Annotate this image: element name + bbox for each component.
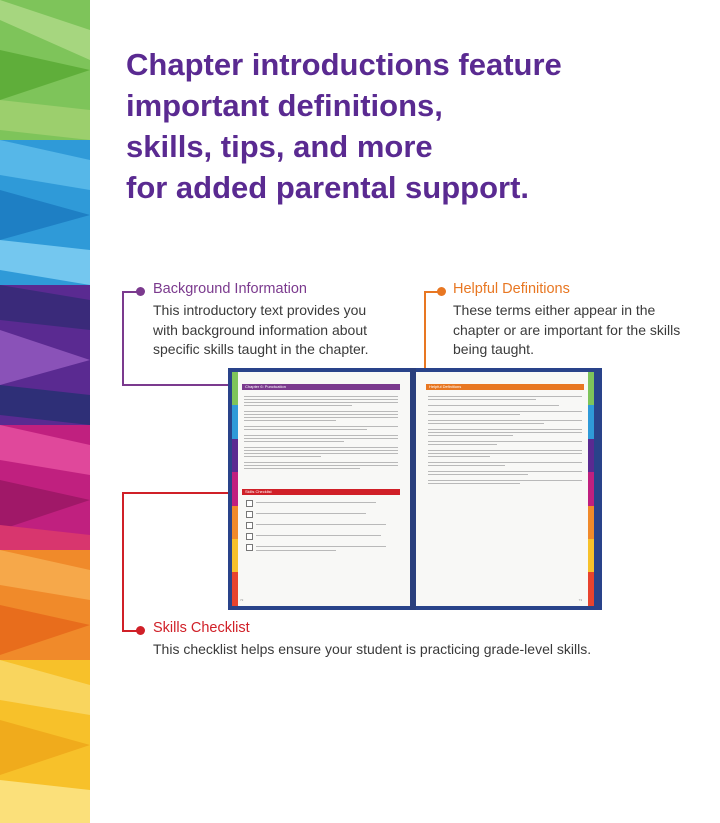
left-page-number: 72 [240, 598, 244, 602]
left-page-text-block-1 [244, 396, 398, 471]
right-page-number: 73 [578, 598, 582, 602]
definitions-line-2: chapter or are important for the skills [453, 321, 681, 338]
workbook-right-page [416, 372, 594, 606]
checklist-heading: Skills Checklist [245, 489, 272, 494]
background-info-line-3: specific skills taught in the chapter. [153, 341, 369, 357]
rainbow-stripe-decoration [0, 0, 90, 823]
left-page-heading: Chapter 6: Punctuation [245, 384, 286, 389]
definitions-title: Helpful Definitions [453, 281, 570, 297]
left-page-color-tabs [232, 372, 238, 606]
page-headline [126, 44, 562, 208]
right-page-definitions-block [428, 396, 582, 486]
definitions-line-1: These terms either appear in the [453, 302, 656, 318]
checklist-checkbox [246, 511, 253, 518]
background-info-title: Background Information [153, 281, 307, 297]
background-connector-to-book [122, 384, 238, 386]
headline-line-1: Chapter introductions feature [126, 47, 562, 82]
checklist-bullet-dot [136, 626, 145, 635]
checklist-text [153, 640, 591, 660]
headline-line-2: important definitions, [126, 88, 443, 123]
rainbow-stripe-graphic [0, 0, 90, 823]
left-page-heading-bar [242, 384, 400, 390]
definitions-line-3: being taught. [453, 341, 534, 357]
background-info-line-1: This introductory text provides you [153, 302, 367, 318]
checklist-checkbox [246, 500, 253, 507]
checklist-heading-bar [242, 489, 400, 495]
definitions-text [453, 301, 680, 360]
checklist-checkbox [246, 522, 253, 529]
definitions-connector-horizontal [424, 291, 438, 293]
headline-line-4: for added parental support. [126, 170, 530, 205]
checklist-line-1: This checklist helps ensure your student is practicing grade-level skills. [153, 641, 592, 657]
right-page-heading-bar [426, 384, 584, 390]
checklist-connector-vertical [122, 492, 124, 631]
background-connector-vertical [122, 291, 124, 385]
checklist-connector-top [122, 492, 238, 494]
headline-line-3: skills, tips, and more [126, 129, 433, 164]
background-info-text [153, 301, 369, 360]
checklist-checkbox [246, 533, 253, 540]
definitions-bullet-dot [437, 287, 446, 296]
checklist-checkbox [246, 544, 253, 551]
right-page-color-tabs [588, 372, 594, 606]
right-page-heading: Helpful Definitions [429, 384, 462, 389]
background-bullet-dot [136, 287, 145, 296]
background-info-line-2: with background information about [153, 321, 368, 338]
workbook-left-page [232, 372, 410, 606]
checklist-title: Skills Checklist [153, 620, 250, 636]
workbook-spread-image [228, 368, 602, 610]
